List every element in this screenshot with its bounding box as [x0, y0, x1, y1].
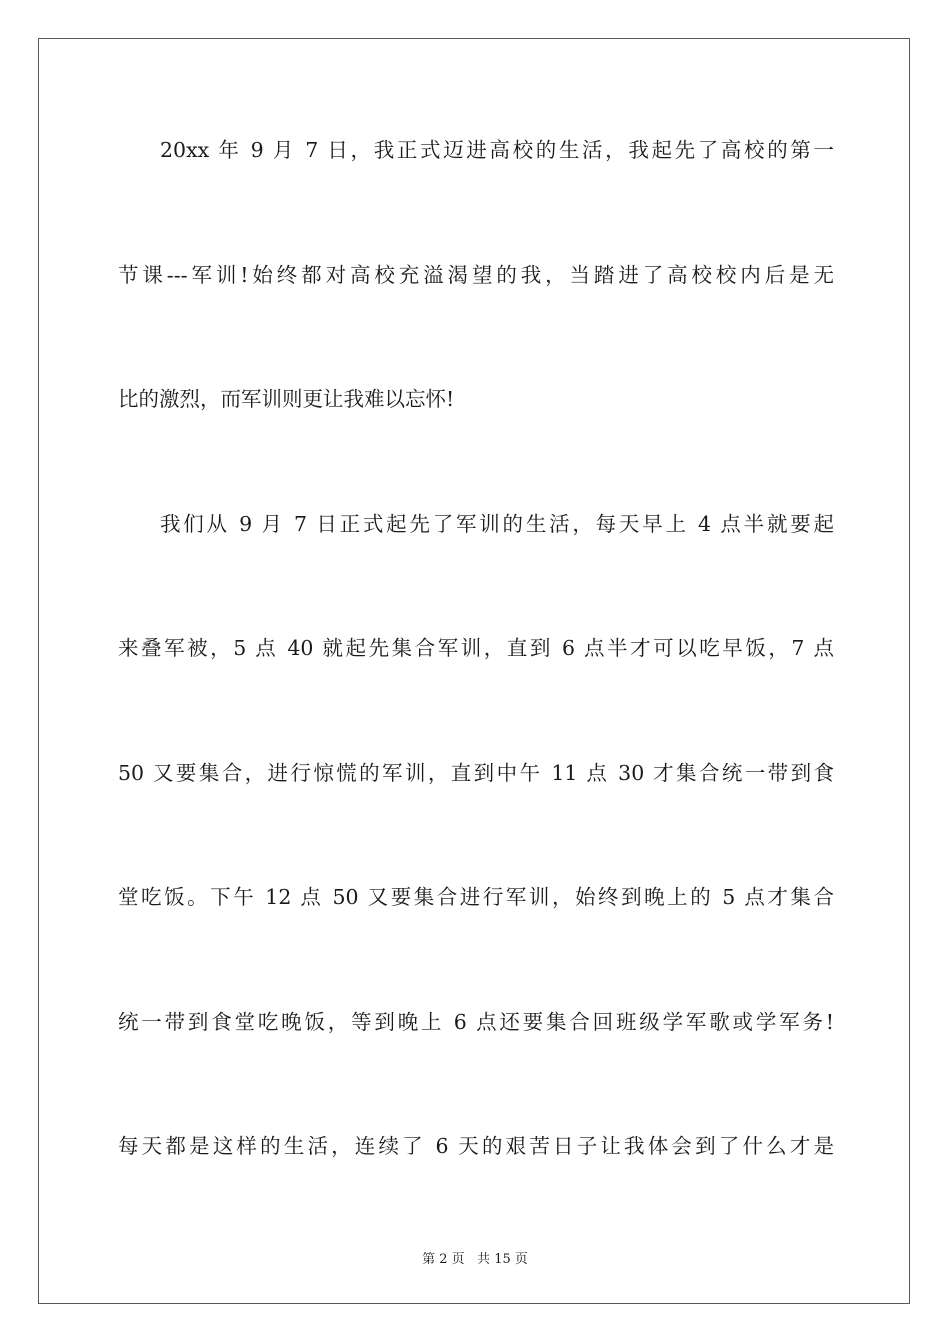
paragraph-1-line-3: 比的激烈，而军训则更让我难以忘怀! [118, 387, 455, 411]
paragraph-2-line-4: 堂吃饭。下午 12 点 50 又要集合进行军训，始终到晚上的 5 点才集合 [118, 885, 834, 909]
paragraph-2-line-2: 来叠军被，5 点 40 就起先集合军训，直到 6 点半才可以吃早饭，7 点 [118, 636, 834, 660]
paragraph-2-line-3: 50 又要集合，进行惊慌的军训，直到中午 11 点 30 才集合统一带到食 [118, 761, 834, 785]
page-number-footer: 第 2 页 共 15 页 [422, 1252, 528, 1267]
page-border [38, 38, 910, 1304]
paragraph-2-line-1: 我们从 9 月 7 日正式起先了军训的生活，每天早上 4 点半就要起 [160, 512, 834, 536]
paragraph-1-line-2: 节课---军训!始终都对高校充溢渴望的我，当踏进了高校校内后是无 [118, 263, 834, 287]
paragraph-2-line-5: 统一带到食堂吃晚饭，等到晚上 6 点还要集合回班级学军歌或学军务! [118, 1010, 834, 1034]
paragraph-2-line-6: 每天都是这样的生活，连续了 6 天的艰苦日子让我体会到了什么才是 [118, 1134, 834, 1158]
paragraph-1-line-1: 20xx 年 9 月 7 日，我正式迈进高校的生活，我起先了高校的第一 [160, 138, 834, 162]
